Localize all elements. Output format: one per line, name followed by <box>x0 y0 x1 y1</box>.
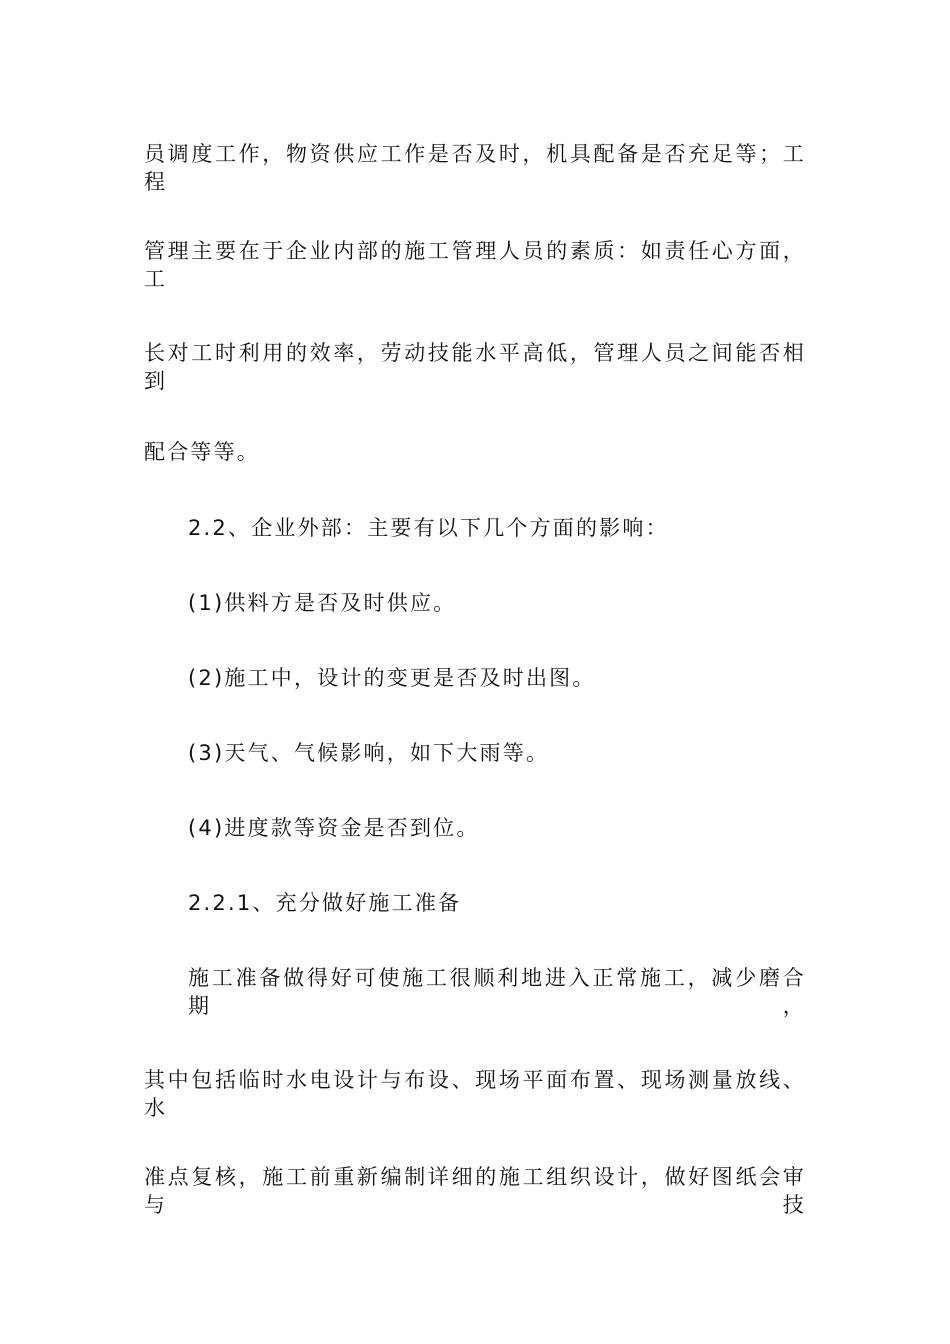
list-item: (1)供料方是否及时供应。 <box>188 591 457 615</box>
list-item: (4)进度款等资金是否到位。 <box>188 816 480 840</box>
list-item: (2)施工中，设计的变更是否及时出图。 <box>188 666 596 690</box>
paragraph-line: 配合等等。 <box>144 440 260 464</box>
section-heading-2-2: 2.2、企业外部：主要有以下几个方面的影响： <box>188 516 669 540</box>
paragraph-line: 长对工时利用的效率，劳动技能水平高低，管理人员之间能否相到 <box>144 341 806 393</box>
paragraph-line: 其中包括临时水电设计与布设、现场平面布置、现场测量放线、水 <box>144 1068 806 1120</box>
section-heading-2-2-1: 2.2.1、充分做好施工准备 <box>188 891 462 915</box>
list-item: (3)天气、气候影响，如下大雨等。 <box>188 741 550 765</box>
paragraph-line: 员调度工作，物资供应工作是否及时，机具配备是否充足等；工程 <box>144 142 806 194</box>
paragraph-line: 施工准备做得好可使施工很顺利地进入正常施工，减少磨合期， <box>188 966 806 1018</box>
paragraph-line: 管理主要在于企业内部的施工管理人员的素质：如责任心方面，工 <box>144 239 806 291</box>
paragraph-line: 准点复核，施工前重新编制详细的施工组织设计，做好图纸会审与技 <box>144 1165 806 1217</box>
